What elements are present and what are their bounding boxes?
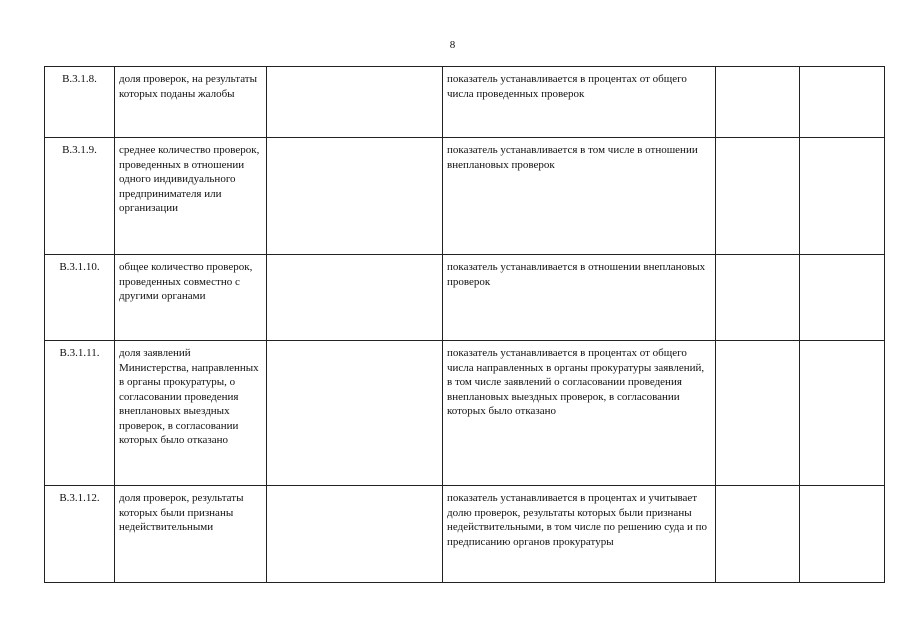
row-note: показатель устанавливается в процентах от общего числа проведенных проверок: [443, 67, 716, 138]
row-empty-cell: [267, 138, 443, 255]
row-code: В.3.1.10.: [45, 255, 115, 341]
row-code: В.3.1.11.: [45, 341, 115, 486]
row-empty-cell: [800, 138, 885, 255]
row-code: В.3.1.12.: [45, 486, 115, 583]
row-empty-cell: [716, 486, 800, 583]
row-empty-cell: [716, 138, 800, 255]
row-empty-cell: [800, 341, 885, 486]
row-indicator-name: доля заявлений Министерства, направленных в органы прокуратуры, о согласовании проведения внеплановых выездных проверок, в согласовании которых было отказано: [115, 341, 267, 486]
row-indicator-name: общее количество проверок, проведенных совместно с другими органами: [115, 255, 267, 341]
row-empty-cell: [267, 255, 443, 341]
indicators-table: [44, 66, 885, 583]
row-empty-cell: [800, 67, 885, 138]
row-note: показатель устанавливается в отношении внеплановых проверок: [443, 255, 716, 341]
page-number: 8: [449, 39, 456, 51]
table-row: [45, 341, 885, 486]
row-empty-cell: [716, 67, 800, 138]
table-row: [45, 255, 885, 341]
row-empty-cell: [716, 341, 800, 486]
table-row: [45, 67, 885, 138]
table-row: [45, 486, 885, 583]
row-empty-cell: [800, 255, 885, 341]
row-note: показатель устанавливается в процентах и учитывает долю проверок, результаты которых были признаны недействительными, в том числе по решению суда и по предписанию органов прокуратуры: [443, 486, 716, 583]
row-empty-cell: [800, 486, 885, 583]
row-indicator-name: среднее количество проверок, проведенных в отношении одного индивидуального предпринимателя или организации: [115, 138, 267, 255]
row-note: показатель устанавливается в том числе в отношении внеплановых проверок: [443, 138, 716, 255]
row-empty-cell: [716, 255, 800, 341]
row-indicator-name: доля проверок, результаты которых были признаны недействительными: [115, 486, 267, 583]
row-indicator-name: доля проверок, на результаты которых поданы жалобы: [115, 67, 267, 138]
table-row: [45, 138, 885, 255]
row-code: В.3.1.8.: [45, 67, 115, 138]
row-code: В.3.1.9.: [45, 138, 115, 255]
row-empty-cell: [267, 341, 443, 486]
row-empty-cell: [267, 67, 443, 138]
row-empty-cell: [267, 486, 443, 583]
row-note: показатель устанавливается в процентах от общего числа направленных в органы прокуратуры заявлений, в том числе заявлений о согласовании проведения внеплановых выездных проверок, в согласовании которых было отказано: [443, 341, 716, 486]
